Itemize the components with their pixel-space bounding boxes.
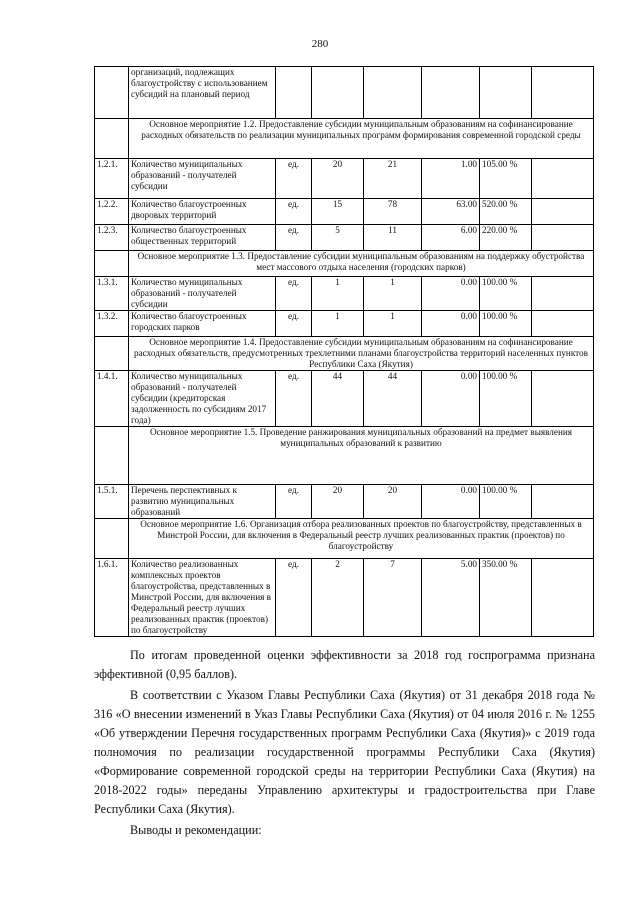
- empty-cell: [95, 119, 129, 159]
- unit-cell: ед.: [276, 559, 312, 637]
- indicator-name: Количество благоустроенных общественных территорий: [129, 225, 276, 251]
- percent-value: 100.00 %: [480, 277, 532, 311]
- ratio-value: 0.00: [422, 485, 480, 519]
- percent-value: 100.00 %: [480, 311, 532, 337]
- table-row: [95, 225, 594, 251]
- row-number: 1.2.1.: [95, 159, 129, 199]
- empty-cell: [532, 371, 594, 427]
- empty-cell: [95, 251, 129, 277]
- ratio-value: [422, 67, 480, 119]
- table-row: [95, 67, 594, 119]
- empty-cell: [532, 311, 594, 337]
- page-number: 280: [311, 38, 329, 50]
- unit-cell: ед.: [276, 311, 312, 337]
- indicator-name: Перечень перспективных к развитию муниципальных образований: [129, 485, 276, 519]
- ratio-value: 63.00: [422, 199, 480, 225]
- indicator-name: Количество реализованных комплексных проектов благоустройства, представленных в Минстрой России, для включения в Федеральный реестр лучших реализованных практик (проектов) по благоустройству: [129, 559, 276, 637]
- ratio-value: 6.00: [422, 225, 480, 251]
- plan-value: 44: [312, 371, 364, 427]
- plan-value: 20: [312, 159, 364, 199]
- row-number: [95, 67, 129, 119]
- empty-cell: [532, 159, 594, 199]
- section-title: Основное мероприятие 1.3. Предоставление субсидии муниципальным образованиям на поддержку обустройства мест массового отдыха населения (городских парков): [129, 251, 594, 277]
- unit-cell: ед.: [276, 371, 312, 427]
- percent-value: 105.00 %: [480, 159, 532, 199]
- unit-cell: ед.: [276, 485, 312, 519]
- row-number: 1.2.2.: [95, 199, 129, 225]
- row-number: 1.6.1.: [95, 559, 129, 637]
- row-number: 1.5.1.: [95, 485, 129, 519]
- fact-value: 21: [364, 159, 422, 199]
- section-title: Основное мероприятие 1.2. Предоставление субсидии муниципальным образованиям на софинансирование расходных обязательств по реализации муниципальных программ формирования современной городской среды: [129, 119, 594, 159]
- percent-value: 520.00 %: [480, 199, 532, 225]
- empty-cell: [95, 337, 129, 371]
- percent-value: 100.00 %: [480, 371, 532, 427]
- indicators-table: [94, 66, 594, 637]
- percent-value: 220.00 %: [480, 225, 532, 251]
- row-number: 1.3.2.: [95, 311, 129, 337]
- ratio-value: 5.00: [422, 559, 480, 637]
- unit-cell: ед.: [276, 159, 312, 199]
- table-row: [95, 559, 594, 637]
- percent-value: [480, 67, 532, 119]
- section-header-row: [95, 337, 594, 371]
- row-number: 1.2.3.: [95, 225, 129, 251]
- paragraph-decree: В соответствии с Указом Главы Республики Саха (Якутия) от 31 декабря 2018 года № 316 «О внесении изменений в Указ Главы Республики Саха (Якутия) от 04 июля 2016 г. № 1255 «Об утверждении Перечня государственных программ Республики Саха (Якутия)» с 2019 года полномочия по реализации государственной программы Республики Саха (Якутия) «Формирование современной городской среды на территории Республики Саха (Якутия) на 2018-2022 годы» переданы Управлению архитектуры и градостроительства при Главе Республики Саха (Якутия).: [94, 688, 595, 816]
- fact-value: 20: [364, 485, 422, 519]
- empty-cell: [532, 199, 594, 225]
- ratio-value: 0.00: [422, 277, 480, 311]
- unit-cell: ед.: [276, 199, 312, 225]
- fact-value: 1: [364, 277, 422, 311]
- paragraph-recommendations-heading: Выводы и рекомендации:: [130, 823, 262, 837]
- table-row: [95, 371, 594, 427]
- section-header-row: [95, 251, 594, 277]
- indicator-name: Количество муниципальных образований - получателей субсидии (кредиторская задолженность по субсидиям 2017 года): [129, 371, 276, 427]
- plan-value: 1: [312, 311, 364, 337]
- fact-value: 78: [364, 199, 422, 225]
- section-header-row: [95, 427, 594, 485]
- empty-cell: [532, 225, 594, 251]
- empty-cell: [532, 67, 594, 119]
- unit-cell: [276, 67, 312, 119]
- table-row: [95, 159, 594, 199]
- plan-value: 1: [312, 277, 364, 311]
- indicator-name: Количество муниципальных образований - получателей субсидии: [129, 159, 276, 199]
- section-title: Основное мероприятие 1.6. Организация отбора реализованных проектов по благоустройству, представленных в Минстрой России, для включения в Федеральный реестр лучших реализованных практик (проектов) по благоустройству: [129, 519, 594, 559]
- indicator-name: организаций, подлежащих благоустройству с использованием субсидий на плановый период: [129, 67, 276, 119]
- plan-value: 20: [312, 485, 364, 519]
- indicator-name: Количество благоустроенных дворовых территорий: [129, 199, 276, 225]
- percent-value: 100.00 %: [480, 485, 532, 519]
- row-number: 1.3.1.: [95, 277, 129, 311]
- unit-cell: ед.: [276, 225, 312, 251]
- plan-value: 15: [312, 199, 364, 225]
- table-row: [95, 485, 594, 519]
- table-row: [95, 199, 594, 225]
- section-title: Основное мероприятие 1.5. Проведение ранжирования муниципальных образований на предмет выявления муниципальных образований к развитию: [129, 427, 594, 485]
- ratio-value: 0.00: [422, 311, 480, 337]
- fact-value: 11: [364, 225, 422, 251]
- empty-cell: [532, 485, 594, 519]
- plan-value: [312, 67, 364, 119]
- row-number: 1.4.1.: [95, 371, 129, 427]
- plan-value: 5: [312, 225, 364, 251]
- ratio-value: 1.00: [422, 159, 480, 199]
- plan-value: 2: [312, 559, 364, 637]
- percent-value: 350.00 %: [480, 559, 532, 637]
- empty-cell: [532, 277, 594, 311]
- fact-value: 44: [364, 371, 422, 427]
- empty-cell: [95, 427, 129, 485]
- section-header-row: [95, 119, 594, 159]
- fact-value: 7: [364, 559, 422, 637]
- indicator-name: Количество муниципальных образований - получателей субсидии: [129, 277, 276, 311]
- body-text: [94, 646, 595, 840]
- ratio-value: 0.00: [422, 371, 480, 427]
- table-row: [95, 311, 594, 337]
- empty-cell: [532, 559, 594, 637]
- section-header-row: [95, 519, 594, 559]
- empty-cell: [95, 519, 129, 559]
- fact-value: 1: [364, 311, 422, 337]
- unit-cell: ед.: [276, 277, 312, 311]
- paragraph-conclusion: По итогам проведенной оценки эффективности за 2018 год госпрограмма признана эффективной (0,95 баллов).: [94, 648, 595, 681]
- fact-value: [364, 67, 422, 119]
- table-row: [95, 277, 594, 311]
- section-title: Основное мероприятие 1.4. Предоставление субсидии муниципальным образованиям на софинансирование расходных обязательств, предусмотренных трехлетними планами благоустройства территорий населенных пунктов Республики Саха (Якутия): [129, 337, 594, 371]
- indicator-name: Количество благоустроенных городских парков: [129, 311, 276, 337]
